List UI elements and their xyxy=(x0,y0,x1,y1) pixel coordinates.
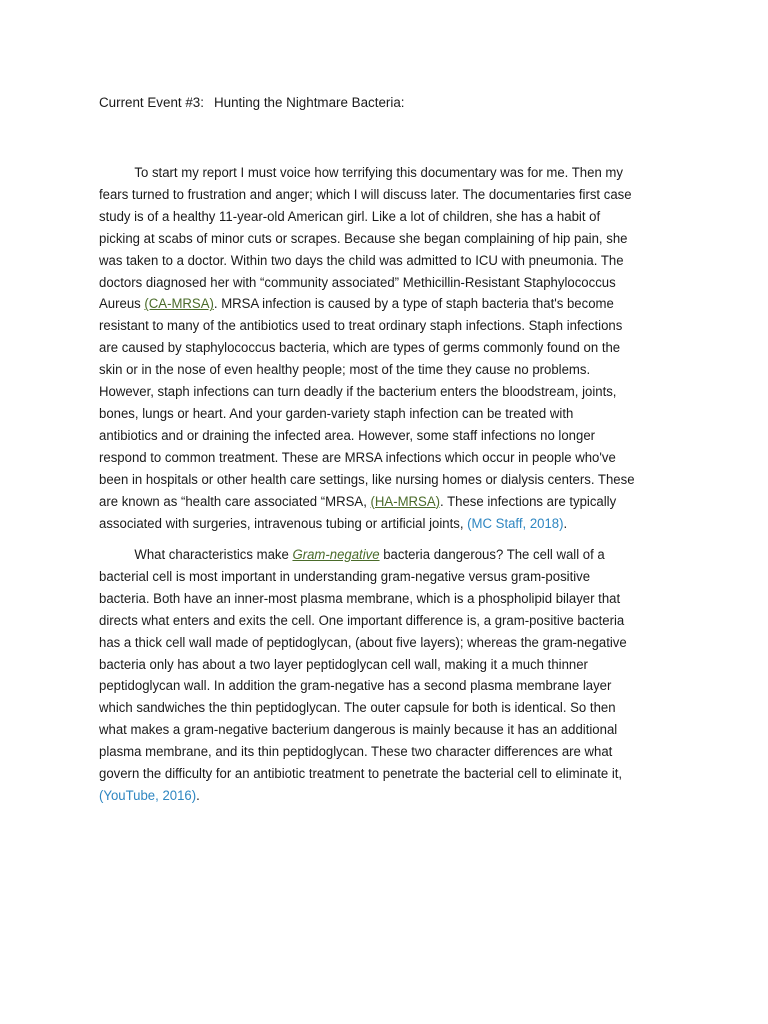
ha-mrsa-link[interactable]: (HA-MRSA) xyxy=(370,493,441,509)
paragraph-2 xyxy=(99,544,699,807)
text-line: (YouTube, 2016). xyxy=(99,787,200,803)
text-line: bacteria only has about a two layer peptidoglycan cell wall, making it a much thinner xyxy=(99,656,588,672)
text-line: plasma membrane, and its thin peptidoglycan. These two character differences are what xyxy=(99,744,613,760)
text-line: are caused by staphylococcus bacteria, which are types of germs commonly found on the xyxy=(99,340,621,356)
paragraph-1 xyxy=(99,162,699,534)
gram-negative-link[interactable]: Gram-negative xyxy=(292,547,380,562)
text-line: antibiotics and or draining the infected area. However, some staff infections no longer xyxy=(99,427,596,443)
text-line: To start my report I must voice how terrifying this documentary was for me. Then my xyxy=(134,165,623,180)
text-line: been in hospitals or other health care settings, like nursing homes or dialysis centers. These xyxy=(99,471,635,487)
text-line: fears turned to frustration and anger; which I will discuss later. The documentaries first case xyxy=(99,186,632,202)
text-line: directs what enters and exits the cell. One important difference is, a gram-positive bacteria xyxy=(99,612,625,628)
document-title xyxy=(99,94,405,112)
text-line: What characteristics make Gram-negative bacteria dangerous? The cell wall of a xyxy=(134,547,605,562)
title-label: Current Event #3: xyxy=(99,95,204,110)
text-line: which sandwiches the thin peptidoglycan. The outer capsule for both is identical. So then xyxy=(99,700,616,716)
text-line: what makes a gram-negative bacterium dangerous is mainly because it has an additional xyxy=(99,722,618,738)
text-line: bacteria. Both have an inner-most plasma membrane, which is a phospholipid bilayer that xyxy=(99,590,621,606)
citation-mc-staff: (MC Staff, 2018) xyxy=(467,515,564,531)
text-line: picking at scabs of minor cuts or scrapes. Because she began complaining of hip pain, she xyxy=(99,230,628,246)
text-line: Aureus (CA-MRSA). MRSA infection is caused by a type of staph bacteria that's become xyxy=(99,296,614,312)
text-line: associated with surgeries, intravenous tubing or artificial joints, (MC Staff, 2018). xyxy=(99,515,568,531)
text-line: resistant to many of the antibiotics used to treat ordinary staph infections. Staph infections xyxy=(99,318,623,334)
text-line: peptidoglycan wall. In addition the gram-negative has a second plasma membrane layer xyxy=(99,678,612,694)
text-line: was taken to a doctor. Within two days the child was admitted to ICU with pneumonia. The xyxy=(99,252,624,268)
text-line: skin or in the nose of even healthy people; most of the time they cause no problems. xyxy=(99,362,591,378)
text-line: respond to common treatment. These are MRSA infections which occur in people who've xyxy=(99,449,616,465)
text-line: study is of a healthy 11-year-old American girl. Like a lot of children, she has a habit of xyxy=(99,208,601,224)
text-line: are known as “health care associated “MRSA, (HA-MRSA). These infections are typically xyxy=(99,493,617,509)
text-line: doctors diagnosed her with “community associated” Methicillin-Resistant Staphylococcus xyxy=(99,274,616,290)
title-text: Hunting the Nightmare Bacteria: xyxy=(213,95,405,110)
text-line: However, staph infections can turn deadly if the bacterium enters the bloodstream, joints, xyxy=(99,384,617,400)
ca-mrsa-link[interactable]: (CA-MRSA) xyxy=(144,296,214,312)
text-line: has a thick cell wall made of peptidoglycan, (about five layers); whereas the gram-negative xyxy=(99,634,627,650)
text-line: bones, lungs or heart. And your garden-variety staph infection can be treated with xyxy=(99,405,574,421)
text-line: bacterial cell is most important in understanding gram-negative versus gram-positive xyxy=(99,568,591,584)
citation-youtube: (YouTube, 2016) xyxy=(99,787,197,803)
text-line: govern the difficulty for an antibiotic treatment to penetrate the bacterial cell to eliminate it, xyxy=(99,766,623,782)
